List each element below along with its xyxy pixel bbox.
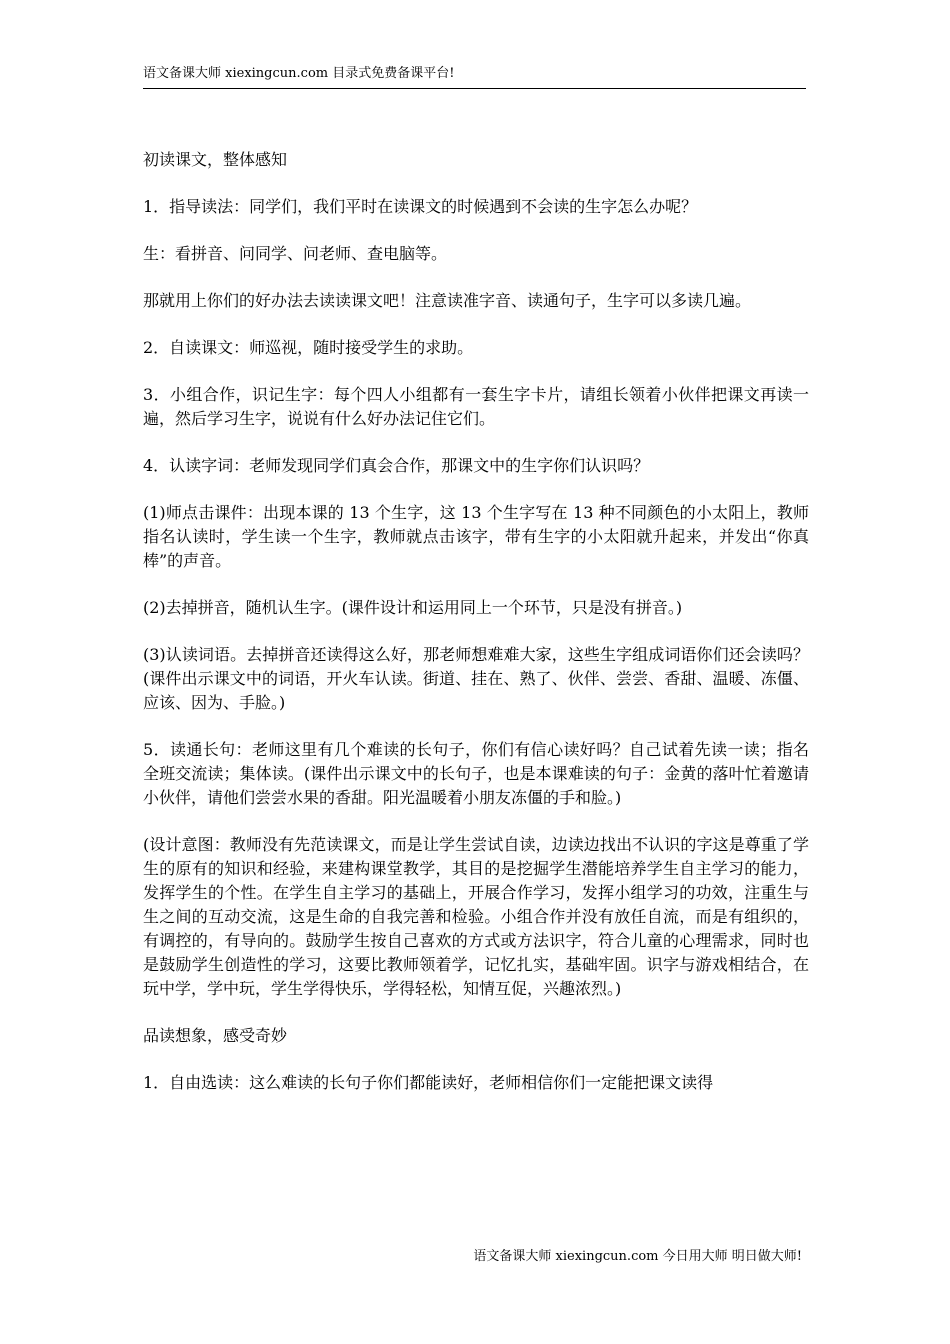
- footer-text: 语文备课大师 xiexingcun.com 今日用大师 明日做大师!: [473, 1249, 802, 1264]
- paragraph: (3)认读词语。去掉拼音还读得这么好，那老师想难难大家，这些生字组成词语你们还会读吗？(课件出示课文中的词语，开火车认读。街道、挂在、熟了、伙伴、尝尝、香甜、温暖、冻僵、应该、因为、手脸。): [143, 645, 809, 712]
- paragraph: 那就用上你们的好办法去读读课文吧！注意读准字音、读通句子，生字可以多读几遍。: [143, 291, 752, 310]
- paragraph: 5．读通长句：老师这里有几个难读的长句子，你们有信心读好吗？自己试着先读一读；指名全班交流读；集体读。(课件出示课文中的长句子，也是本课难读的句子：金黄的落叶忙着邀请小伙伴，请他们尝尝水果的香甜。阳光温暖着小朋友冻僵的手和脸。): [143, 740, 809, 807]
- section-heading: 初读课文，整体感知: [143, 150, 288, 169]
- paragraph: (2)去掉拼音，随机认生字。(课件设计和运用同上一个环节，只是没有拼音。): [143, 598, 683, 617]
- page-footer: [473, 1247, 802, 1267]
- paragraph: 1．指导读法：同学们，我们平时在读课文的时候遇到不会读的生字怎么办呢？: [143, 197, 698, 216]
- paragraph: 生：看拼音、问同学、问老师、查电脑等。: [143, 244, 448, 263]
- header-text: 语文备课大师 xiexingcun.com 目录式免费备课平台!: [143, 66, 455, 81]
- paragraph: (1)师点击课件：出现本课的 13 个生字，这 13 个生字写在 13 种不同颜色的小太阳上，教师指名认读时，学生读一个生字，教师就点击该字，带有生字的小太阳就升起来，并发出“你真棒”的声音。: [143, 503, 809, 570]
- section-heading: 品读想象，感受奇妙: [143, 1026, 288, 1045]
- paragraph: 4．认读字词：老师发现同学们真会合作，那课文中的生字你们认识吗？: [143, 456, 650, 475]
- design-intent-paragraph: (设计意图：教师没有先范读课文，而是让学生尝试自读，边读边找出不认识的字这是尊重了学生的原有的知识和经验，来建构课堂教学，其目的是挖掘学生潜能培养学生自主学习的能力，发挥学生的个性。在学生自主学习的基础上，开展合作学习，发挥小组学习的功效，注重生与生之间的互动交流，这是生命的自我完善和检验。小组合作并没有放任自流，而是有组织的，有调控的，有导向的。鼓励学生按自己喜欢的方式或方法识字，符合儿童的心理需求，同时也是鼓励学生创造性的学习，这要比教师领着学，记忆扎实，基础牢固。识字与游戏相结合，在玩中学，学中玩，学生学得快乐，学得轻松，知情互促，兴趣浓烈。): [143, 835, 809, 998]
- paragraph: 2．自读课文：师巡视，随时接受学生的求助。: [143, 338, 474, 357]
- paragraph: 3．小组合作，识记生字：每个四人小组都有一套生字卡片，请组长领着小伙伴把课文再读一遍，然后学习生字，说说有什么好办法记住它们。: [143, 385, 809, 428]
- document-body: [143, 148, 809, 1095]
- paragraph: 1．自由选读：这么难读的长句子你们都能读好，老师相信你们一定能把课文读得: [143, 1073, 714, 1092]
- page-header: [143, 64, 806, 89]
